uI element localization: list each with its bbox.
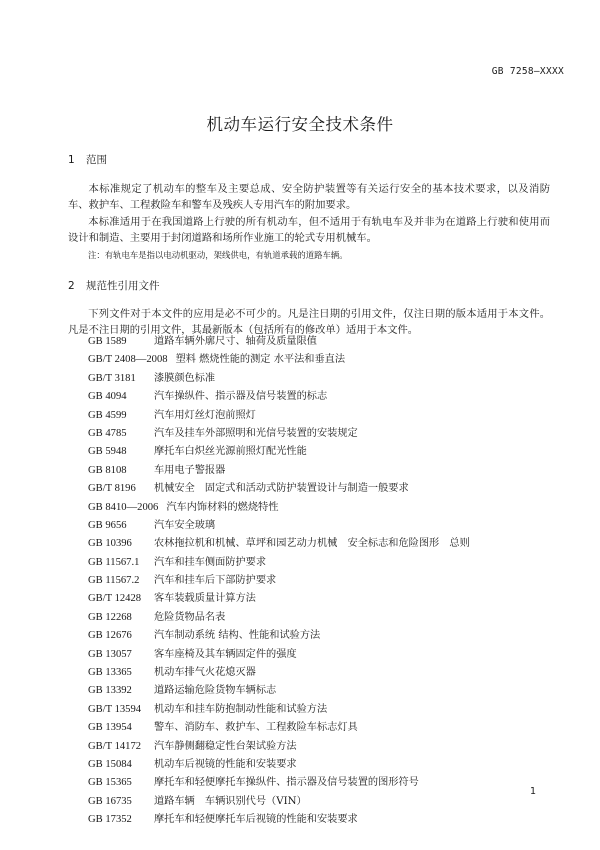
- reference-list: [88, 332, 470, 829]
- reference-code: GB 10396: [88, 538, 132, 550]
- reference-title: 机动车后视镜的性能和安装要求: [154, 758, 297, 770]
- reference-title: 客车装载质量计算方法: [154, 593, 256, 605]
- reference-title: 汽车制动系统 结构、性能和试验方法: [154, 630, 321, 642]
- reference-code: GB/T 12428: [88, 593, 142, 605]
- reference-title: 摩托车白炽丝光源前照灯配光性能: [154, 446, 307, 458]
- reference-code: GB 15084: [88, 758, 132, 770]
- reference-item: [88, 332, 470, 350]
- reference-title: 机械安全 固定式和活动式防护装置设计与制造一般要求: [154, 483, 409, 495]
- reference-code: GB/T 8196: [88, 483, 136, 495]
- reference-code: GB 11567.1: [88, 556, 140, 568]
- reference-item: [88, 424, 470, 442]
- reference-code: GB 5948: [88, 446, 127, 458]
- reference-title: 农林拖拉机和机械、草坪和园艺动力机械 安全标志和危险图形 总则: [154, 538, 470, 550]
- reference-item: [88, 387, 470, 405]
- reference-item: [88, 534, 470, 552]
- reference-item: [88, 737, 470, 755]
- reference-item: [88, 350, 470, 368]
- section-1-title: 范围: [86, 154, 107, 166]
- reference-code: GB 4785: [88, 427, 127, 439]
- section-2-title: 规范性引用文件: [86, 280, 160, 292]
- reference-code: GB 12268: [88, 611, 132, 623]
- reference-title: 机动车和挂车防抱制动性能和试验方法: [154, 703, 328, 715]
- reference-title: 塑料 燃烧性能的测定 水平法和垂直法: [175, 354, 346, 366]
- reference-title: 汽车和挂车侧面防护要求: [154, 556, 267, 568]
- reference-title: 道路运输危险货物车辆标志: [154, 685, 277, 697]
- reference-item: [88, 792, 470, 810]
- reference-code: GB/T 14172: [88, 740, 142, 752]
- reference-item: [88, 442, 470, 460]
- reference-item: [88, 589, 470, 607]
- reference-title: 车用电子警报器: [154, 464, 226, 476]
- reference-item: [88, 498, 470, 516]
- section-1-paragraph-2-text: 本标准适用于在我国道路上行驶的所有机动车，但不适用于有轨电车及并非为在道路上行驶和使用而设计和制造、主要用于封闭道路和场所作业施工的轮式专用机械车。: [68, 216, 550, 244]
- page-number: 1: [529, 786, 536, 797]
- document-title: 机动车运行安全技术条件: [206, 115, 394, 135]
- reference-code: GB 13057: [88, 648, 132, 660]
- section-2-heading: [68, 278, 160, 293]
- reference-code: GB 8410—2006: [88, 501, 159, 513]
- reference-title: 道路车辆外廓尺寸、轴荷及质量限值: [154, 336, 317, 347]
- reference-title: 汽车和挂车后下部防护要求: [154, 575, 277, 587]
- reference-code: GB 17352: [88, 814, 132, 826]
- reference-item: [88, 810, 470, 828]
- reference-code: GB 13392: [88, 685, 132, 697]
- section-1-paragraph-1: [68, 181, 550, 213]
- reference-code: GB 9656: [88, 519, 127, 531]
- reference-item: [88, 571, 470, 589]
- reference-code: GB 13365: [88, 667, 132, 679]
- reference-code: GB 13954: [88, 722, 132, 734]
- reference-title: 汽车及挂车外部照明和光信号装置的安装规定: [154, 427, 358, 439]
- reference-title: 摩托车和轻便摩托车后视镜的性能和安装要求: [154, 814, 358, 826]
- reference-title: 汽车静侧翻稳定性台架试验方法: [154, 740, 297, 752]
- reference-code: GB/T 13594: [88, 703, 142, 715]
- reference-code: GB 4599: [88, 409, 127, 421]
- reference-code: GB 1589: [88, 336, 127, 347]
- reference-item: [88, 479, 470, 497]
- reference-code: GB 15365: [88, 777, 132, 789]
- reference-item: [88, 369, 470, 387]
- reference-item: [88, 461, 470, 479]
- reference-title: 道路车辆 车辆识别代号（VIN）: [154, 795, 307, 807]
- section-1-paragraph-1-text: 本标准规定了机动车的整车及主要总成、安全防护装置等有关运行安全的基本技术要求，以及消防车、救护车、工程救险车和警车及残疾人专用汽车的附加要求。: [68, 183, 550, 211]
- section-1-paragraph-2: [68, 214, 550, 246]
- reference-item: [88, 700, 470, 718]
- reference-code: GB 8108: [88, 464, 127, 476]
- reference-item: [88, 516, 470, 534]
- reference-item: [88, 755, 470, 773]
- reference-code: GB/T 3181: [88, 372, 136, 384]
- reference-title: 汽车内饰材料的燃烧特性: [166, 501, 279, 513]
- reference-item: [88, 553, 470, 571]
- reference-code: GB/T 2408—2008: [88, 354, 168, 366]
- reference-title: 漆膜颜色标准: [154, 372, 216, 384]
- section-1-number: 1: [68, 154, 75, 166]
- reference-item: [88, 718, 470, 736]
- section-1-heading: [68, 152, 107, 167]
- reference-title: 汽车用灯丝灯泡前照灯: [154, 409, 256, 421]
- reference-title: 摩托车和轻便摩托车操纵件、指示器及信号装置的图形符号: [154, 777, 419, 789]
- reference-title: 客车座椅及其车辆固定件的强度: [154, 648, 297, 660]
- reference-code: GB 4094: [88, 391, 127, 403]
- section-1-note: 注：有轨电车是指以电动机驱动，架线供电，有轨道承载的道路车辆。: [88, 250, 348, 260]
- reference-item: [88, 406, 470, 424]
- reference-title: 汽车安全玻璃: [154, 519, 216, 531]
- reference-item: [88, 681, 470, 699]
- reference-code: GB 12676: [88, 630, 132, 642]
- reference-title: 机动车排气火花熄灭器: [154, 667, 256, 679]
- reference-item: [88, 645, 470, 663]
- reference-item: [88, 608, 470, 626]
- reference-item: [88, 773, 470, 791]
- reference-title: 警车、消防车、救护车、工程救险车标志灯具: [154, 722, 358, 734]
- section-2-intro-text: 下列文件对于本文件的应用是必不可少的。凡是注日期的引用文件，仅注日期的版本适用于本文件。凡是不注日期的引用文件，其最新版本（包括所有的修改单）适用于本文件。: [68, 308, 550, 336]
- reference-item: [88, 626, 470, 644]
- reference-code: GB 16735: [88, 795, 132, 807]
- reference-title: 危险货物品名表: [154, 611, 226, 623]
- reference-item: [88, 663, 470, 681]
- standard-code: GB 7258—XXXX: [491, 66, 564, 77]
- reference-code: GB 11567.2: [88, 575, 140, 587]
- reference-title: 汽车操纵件、指示器及信号装置的标志: [154, 391, 328, 403]
- section-2-number: 2: [68, 280, 75, 292]
